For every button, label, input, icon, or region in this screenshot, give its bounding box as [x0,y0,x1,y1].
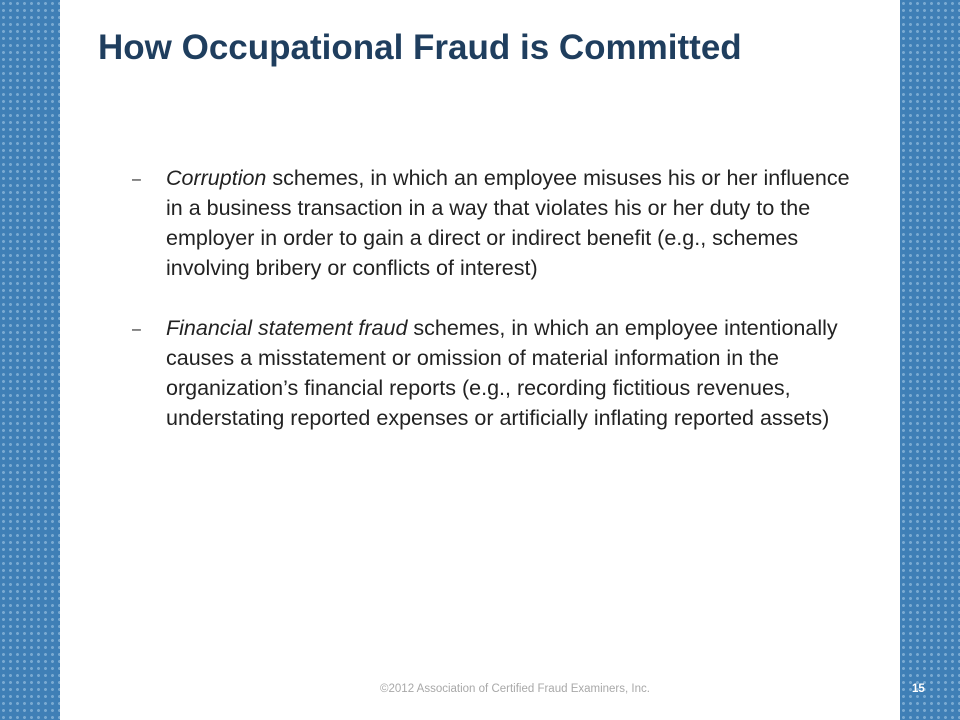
bullet-text: schemes, in which an employee misuses his or her influence in a business transaction in a way that violates his or her duty to the employer in order to gain a direct or indirect benefit (e.g., schemes involving bribery or conflicts of interest) [166,166,850,280]
slide-title: How Occupational Fraud is Committed [98,28,742,67]
bullet-item-financial-statement-fraud [132,313,872,433]
page-number: 15 [912,683,925,695]
bullet-item-corruption [132,163,872,283]
right-decorative-band [900,0,960,720]
bullet-dash: – [132,171,141,188]
bullet-term: Financial statement fraud [166,316,408,340]
left-decorative-band [0,0,60,720]
bullet-text: schemes, in which an employee intentionally causes a misstatement or omission of material information in the organization’s financial reports (e.g., recording fictitious revenues, understating reported expenses or artificially inflating reported assets) [166,316,838,430]
bullet-term: Corruption [166,166,267,190]
copyright-footer: ©2012 Association of Certified Fraud Examiners, Inc. [380,683,650,695]
bullet-dash: – [132,321,141,338]
bullet-list [132,163,872,433]
